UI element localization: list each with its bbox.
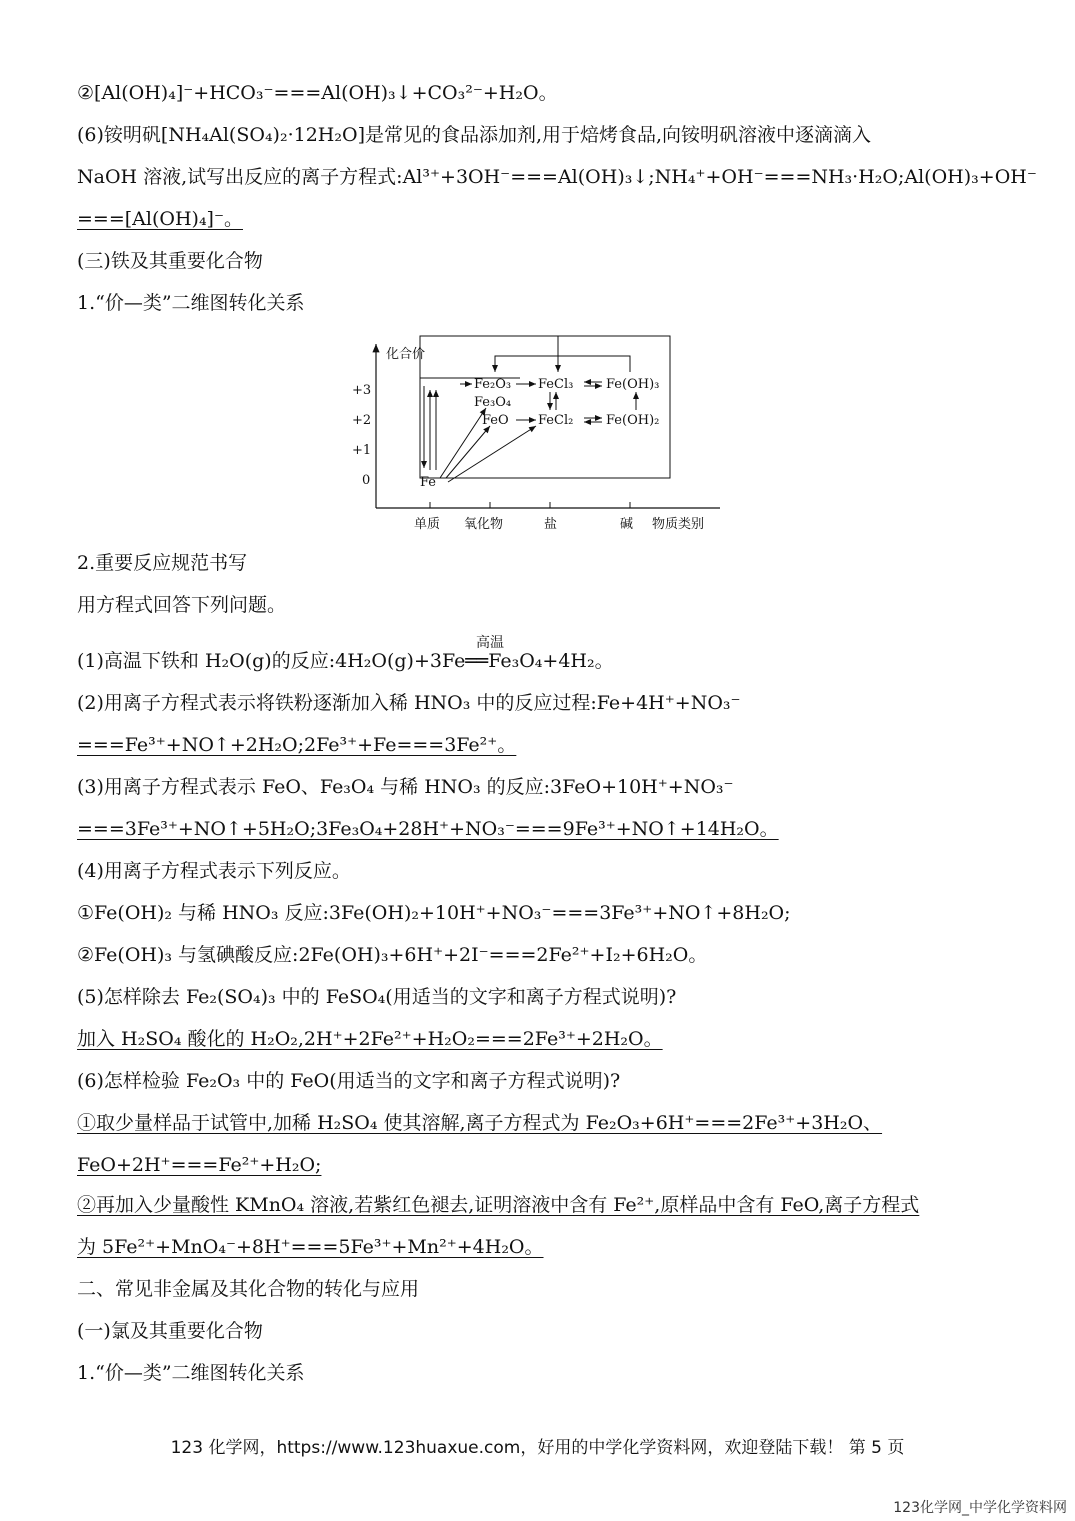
reaction-4-1: ①Fe(OH)₂ 与稀 HNO₃ 反应:3Fe(OH)₂+10H⁺+NO₃⁻===3Fe³⁺+NO↑+8H₂O;	[77, 902, 791, 924]
species-fe3o4: Fe₃O₄	[474, 395, 512, 410]
reaction-2-answer: ===Fe³⁺+NO↑+2H₂O;2Fe³⁺+Fe===3Fe²⁺。	[77, 734, 517, 756]
question-6-answer-cont: ===[Al(OH)₄]⁻。	[77, 208, 243, 230]
ytick-plus1: +1	[352, 443, 372, 458]
xcat-salt: 盐	[544, 517, 558, 532]
reaction-2: (2)用离子方程式表示将铁粉逐渐加入稀 HNO₃ 中的反应过程:Fe+4H⁺+NO₃⁻	[77, 692, 741, 714]
species-feo: FeO	[482, 413, 509, 428]
answer-line-al-carbonate: ②[Al(OH)₄]⁻+HCO₃⁻===Al(OH)₃↓+CO₃²⁻+H₂O。	[77, 82, 558, 104]
question-6-answer: NaOH 溶液,试写出反应的离子方程式:Al³⁺+3OH⁻===Al(OH)₃↓;NH₄⁺+OH⁻===NH₃·H₂O;Al(OH)₃+OH⁻	[77, 166, 1037, 188]
subheading-chlorine-diagram: 1.“价—类”二维图转化关系	[77, 1362, 305, 1384]
species-fe2o3: Fe₂O₃	[474, 377, 512, 392]
subsection-chlorine: (一)氯及其重要化合物	[77, 1320, 263, 1342]
iron-valence-class-diagram	[340, 330, 740, 540]
reaction-4-2: ②Fe(OH)₃ 与氢碘酸反应:2Fe(OH)₃+6H⁺+2I⁻===2Fe²⁺+I₂+6H₂O。	[77, 944, 708, 966]
section-heading-iron: (三)铁及其重要化合物	[77, 250, 263, 272]
xcat-oxide: 氧化物	[464, 517, 504, 532]
species-fecl3: FeCl₃	[538, 377, 574, 392]
question-6b-answer-1: ①取少量样品于试管中,加稀 H₂SO₄ 使其溶解,离子方程式为 Fe₂O₃+6H⁺===2Fe³⁺+3H₂O、	[77, 1112, 883, 1134]
species-fecl2: FeCl₂	[538, 413, 574, 428]
question-5-answer: 加入 H₂SO₄ 酸化的 H₂O₂,2H⁺+2Fe²⁺+H₂O₂===2Fe³⁺+2H₂O。	[77, 1028, 663, 1050]
section-heading-nonmetal: 二、常见非金属及其化合物的转化与应用	[77, 1278, 420, 1300]
reaction-3-answer: ===3Fe³⁺+NO↑+5H₂O;3Fe₃O₄+28H⁺+NO₃⁻===9Fe³⁺+NO↑+14H₂O。	[77, 818, 779, 840]
species-feoh2: Fe(OH)₂	[606, 413, 660, 428]
xcat-base: 碱	[620, 517, 634, 532]
species-fe: Fe	[420, 475, 437, 490]
reaction-1: (1)高温下铁和 H₂O(g)的反应:4H₂O(g)+3Fe══Fe₃O₄+4H₂。	[77, 650, 614, 672]
reaction-3: (3)用离子方程式表示 FeO、Fe₃O₄ 与稀 HNO₃ 的反应:3FeO+10H⁺+NO₃⁻	[77, 776, 734, 798]
diagram-frame	[420, 336, 670, 478]
condition-label: 高温	[476, 635, 504, 651]
species-feoh3: Fe(OH)₃	[606, 377, 660, 392]
ytick-zero: 0	[362, 473, 371, 488]
x-axis-label: 物质类别	[652, 517, 705, 532]
reaction-4-heading: (4)用离子方程式表示下列反应。	[77, 860, 351, 882]
question-6-text: (6)铵明矾[NH₄Al(SO₄)₂·12H₂O]是常见的食品添加剂,用于焙烤食品,向铵明矾溶液中逐滴滴入	[77, 124, 872, 146]
question-5: (5)怎样除去 Fe₂(SO₄)₃ 中的 FeSO₄(用适当的文字和离子方程式说明)?	[77, 986, 677, 1008]
question-6b-answer-2: ②再加入少量酸性 KMnO₄ 溶液,若紫红色褪去,证明溶液中含有 Fe²⁺,原样品中含有 FeO,离子方程式	[77, 1194, 920, 1216]
ytick-plus2: +2	[352, 413, 372, 428]
question-6b-answer-1-cont: FeO+2H⁺===Fe²⁺+H₂O;	[77, 1154, 322, 1176]
question-6b: (6)怎样检验 Fe₂O₃ 中的 FeO(用适当的文字和离子方程式说明)?	[77, 1070, 621, 1092]
subheading-iron-diagram: 1.“价—类”二维图转化关系	[77, 292, 305, 314]
question-6b-answer-2-cont: 为 5Fe²⁺+MnO₄⁻+8H⁺===5Fe³⁺+Mn²⁺+4H₂O。	[77, 1236, 544, 1258]
subheading-reactions: 2.重要反应规范书写	[77, 552, 248, 574]
instruction: 用方程式回答下列问题。	[77, 594, 287, 616]
page-footer: 123 化学网，https://www.123huaxue.com，好用的中学化学资料网，欢迎登陆下载！ 第 5 页	[170, 1438, 905, 1458]
site-watermark: 123化学网_中学化学资料网	[893, 1500, 1067, 1516]
y-axis-label: 化合价	[386, 347, 426, 362]
ytick-plus3: +3	[352, 383, 372, 398]
xcat-element: 单质	[414, 517, 441, 532]
